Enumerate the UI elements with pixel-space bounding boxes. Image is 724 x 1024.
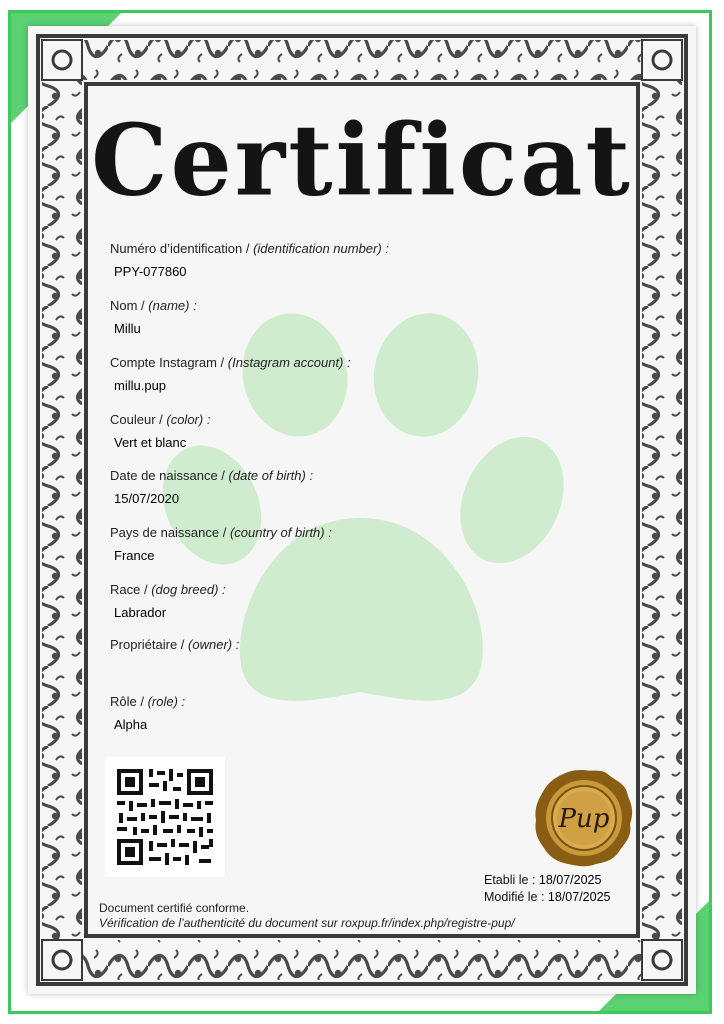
label-fr: Pays de naissance / (110, 525, 230, 540)
modified-label: Modifié le : (484, 890, 548, 904)
field-instagram-account (110, 355, 351, 393)
field-owner (110, 637, 239, 660)
label-fr: Date de naissance / (110, 468, 229, 483)
value-instagram-account: millu.pup (114, 378, 167, 393)
footer-verification-link[interactable]: Vérification de l’authenticité du document sur roxpup.fr/index.php/registre-pup/ (99, 916, 515, 930)
field-name (110, 298, 197, 336)
label-fr: Couleur / (110, 412, 167, 427)
field-dog-breed (110, 582, 226, 620)
label-fr: Numéro d’identification / (110, 241, 254, 256)
field-role (110, 694, 185, 732)
label-en: (role) : (147, 694, 186, 709)
certificate-title: Certificat (91, 102, 633, 219)
field-country-of-birth (110, 525, 332, 563)
established-row (484, 872, 610, 889)
value-role: Alpha (114, 717, 148, 732)
certificate-footer (99, 901, 515, 931)
value-name: Millu (114, 321, 141, 336)
label-en: (dog breed) : (151, 582, 226, 597)
value-color: Vert et blanc (114, 435, 187, 450)
value-dog-breed: Labrador (114, 605, 167, 620)
label-en: (name) : (148, 298, 197, 313)
field-identification-number (110, 241, 389, 279)
established-date: 18/07/2025 (538, 873, 602, 887)
value-date-of-birth: 15/07/2020 (114, 491, 180, 506)
label-en: (Instagram account) : (227, 355, 351, 370)
label-en: (country of birth) : (229, 525, 332, 540)
seal-text: Pup (558, 804, 610, 834)
label-fr: Propriétaire / (110, 637, 189, 652)
value-identification-number: PPY-077860 (114, 264, 187, 279)
footer-certified-text: Document certifié conforme. (99, 901, 250, 915)
field-color (110, 412, 210, 450)
label-fr: Rôle / (110, 694, 148, 709)
established-label: Etabli le : (484, 873, 539, 887)
label-fr: Compte Instagram / (110, 355, 228, 370)
label-en: (owner) : (188, 637, 240, 652)
label-en: (date of birth) : (228, 468, 314, 483)
label-en: (color) : (166, 412, 211, 427)
field-date-of-birth (110, 468, 313, 506)
value-country-of-birth: France (114, 548, 155, 563)
qr-code-icon[interactable] (105, 757, 225, 877)
modified-date: 18/07/2025 (547, 890, 611, 904)
wax-seal-icon (534, 768, 634, 868)
label-fr: Nom / (110, 298, 149, 313)
label-fr: Race / (110, 582, 152, 597)
label-en: (identification number) : (253, 241, 389, 256)
